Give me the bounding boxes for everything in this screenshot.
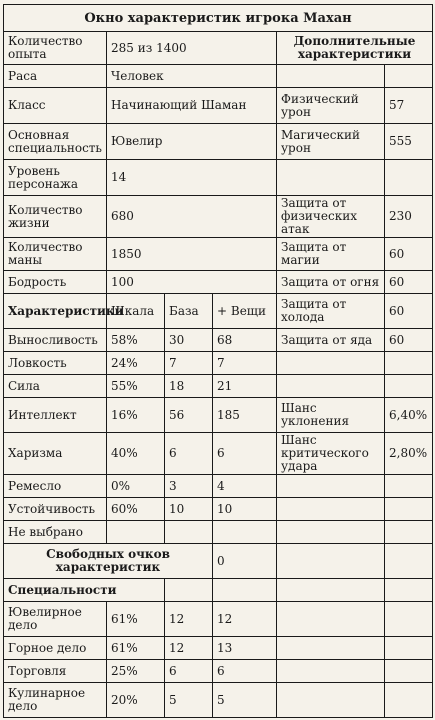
stat-items: 185 — [213, 398, 277, 433]
stat-name: Сила — [4, 375, 107, 398]
experience-label: Количество опыта — [4, 32, 107, 65]
table-row — [4, 475, 433, 498]
specialty-scale: 20% — [107, 683, 165, 718]
stat-base: 3 — [165, 475, 213, 498]
stat-base — [165, 521, 213, 544]
stat-scale — [107, 521, 165, 544]
empty-cell — [385, 660, 433, 683]
stats-header-items: + Вещи — [213, 294, 277, 329]
specialty-scale: 25% — [107, 660, 165, 683]
dodge-value: 6,40% — [385, 398, 433, 433]
table-row — [4, 352, 433, 375]
level-value: 14 — [107, 160, 277, 196]
cold-def-label: Защита от холода — [277, 294, 385, 329]
stat-base: 6 — [165, 433, 213, 475]
empty-cell — [385, 544, 433, 579]
empty-cell — [385, 579, 433, 602]
specialty-items: 12 — [213, 602, 277, 637]
empty-cell — [277, 352, 385, 375]
mag-def-label: Защита от магии — [277, 238, 385, 271]
stat-base: 56 — [165, 398, 213, 433]
specialty-base: 6 — [165, 660, 213, 683]
table-row — [4, 660, 433, 683]
phys-def-value: 230 — [385, 196, 433, 238]
stat-name: Устойчивость — [4, 498, 107, 521]
empty-cell — [277, 160, 385, 196]
stat-name: Интеллект — [4, 398, 107, 433]
table-row — [4, 602, 433, 637]
vigor-value: 100 — [107, 271, 277, 294]
free-points-value: 0 — [213, 544, 277, 579]
empty-cell — [385, 375, 433, 398]
hp-label: Количество жизни — [4, 196, 107, 238]
table-row — [4, 637, 433, 660]
stat-scale: 58% — [107, 329, 165, 352]
crit-value: 2,80% — [385, 433, 433, 475]
specialty-scale: 61% — [107, 602, 165, 637]
free-points-label: Свободных очков характеристик — [4, 544, 213, 579]
stats-header-scale: Шкала — [107, 294, 165, 329]
specialty-base: 12 — [165, 602, 213, 637]
specialty-scale: 61% — [107, 637, 165, 660]
empty-cell — [277, 521, 385, 544]
vigor-label: Бодрость — [4, 271, 107, 294]
table-row — [4, 433, 433, 475]
stat-items: 10 — [213, 498, 277, 521]
stat-base: 30 — [165, 329, 213, 352]
table-row — [4, 498, 433, 521]
class-label: Класс — [4, 88, 107, 124]
stat-name: Выносливость — [4, 329, 107, 352]
hp-value: 680 — [107, 196, 277, 238]
stat-items: 21 — [213, 375, 277, 398]
race-label: Раса — [4, 65, 107, 88]
empty-cell — [165, 579, 213, 602]
additional-header: Дополнительные характеристики — [277, 32, 433, 65]
dodge-label: Шанс уклонения — [277, 398, 385, 433]
stat-name: Ловкость — [4, 352, 107, 375]
empty-cell — [213, 579, 277, 602]
empty-cell — [385, 498, 433, 521]
stat-scale: 16% — [107, 398, 165, 433]
empty-cell — [277, 660, 385, 683]
table-title: Окно характеристик игрока Махан — [4, 5, 433, 32]
empty-cell — [385, 683, 433, 718]
phys-def-label: Защита от физических атак — [277, 196, 385, 238]
race-value: Человек — [107, 65, 277, 88]
mag-damage-value: 555 — [385, 124, 433, 160]
mag-damage-label: Магический урон — [277, 124, 385, 160]
stat-name: Не выбрано — [4, 521, 107, 544]
table-row — [4, 375, 433, 398]
table-row — [4, 683, 433, 718]
cold-def-value: 60 — [385, 294, 433, 329]
stat-items — [213, 521, 277, 544]
mana-label: Количество маны — [4, 238, 107, 271]
empty-cell — [385, 475, 433, 498]
empty-cell — [385, 521, 433, 544]
stat-base: 10 — [165, 498, 213, 521]
phys-damage-value: 57 — [385, 88, 433, 124]
main-specialty-label: Основная специальность — [4, 124, 107, 160]
specialty-name: Торговля — [4, 660, 107, 683]
fire-def-label: Защита от огня — [277, 271, 385, 294]
empty-cell — [277, 683, 385, 718]
stat-items: 4 — [213, 475, 277, 498]
empty-cell — [385, 160, 433, 196]
stat-items: 6 — [213, 433, 277, 475]
phys-damage-label: Физический урон — [277, 88, 385, 124]
empty-cell — [277, 498, 385, 521]
level-label: Уровень персонажа — [4, 160, 107, 196]
specialty-items: 13 — [213, 637, 277, 660]
empty-cell — [277, 637, 385, 660]
table-row — [4, 329, 433, 352]
class-value: Начинающий Шаман — [107, 88, 277, 124]
specialty-items: 6 — [213, 660, 277, 683]
empty-cell — [385, 637, 433, 660]
crit-label: Шанс критического удара — [277, 433, 385, 475]
stat-scale: 55% — [107, 375, 165, 398]
stat-scale: 0% — [107, 475, 165, 498]
stats-header-label: Характеристики — [4, 294, 107, 329]
mag-def-value: 60 — [385, 238, 433, 271]
experience-value: 285 из 1400 — [107, 32, 277, 65]
empty-cell — [277, 375, 385, 398]
stats-table — [3, 4, 433, 718]
poison-def-value: 60 — [385, 329, 433, 352]
empty-cell — [385, 602, 433, 637]
empty-cell — [277, 579, 385, 602]
stat-items: 68 — [213, 329, 277, 352]
mana-value: 1850 — [107, 238, 277, 271]
empty-cell — [385, 65, 433, 88]
table-row — [4, 398, 433, 433]
empty-cell — [277, 65, 385, 88]
specialty-base: 12 — [165, 637, 213, 660]
table-row — [4, 521, 433, 544]
specialty-name: Кулинарное дело — [4, 683, 107, 718]
specialties-header: Специальности — [4, 579, 165, 602]
stat-name: Харизма — [4, 433, 107, 475]
stat-scale: 60% — [107, 498, 165, 521]
specialty-items: 5 — [213, 683, 277, 718]
stat-scale: 24% — [107, 352, 165, 375]
specialty-name: Ювелирное дело — [4, 602, 107, 637]
empty-cell — [277, 602, 385, 637]
stat-scale: 40% — [107, 433, 165, 475]
stat-base: 7 — [165, 352, 213, 375]
poison-def-label: Защита от яда — [277, 329, 385, 352]
main-specialty-value: Ювелир — [107, 124, 277, 160]
fire-def-value: 60 — [385, 271, 433, 294]
stats-header-base: База — [165, 294, 213, 329]
specialty-base: 5 — [165, 683, 213, 718]
empty-cell — [277, 475, 385, 498]
stat-base: 18 — [165, 375, 213, 398]
stat-name: Ремесло — [4, 475, 107, 498]
stat-items: 7 — [213, 352, 277, 375]
specialty-name: Горное дело — [4, 637, 107, 660]
empty-cell — [277, 544, 385, 579]
empty-cell — [385, 352, 433, 375]
